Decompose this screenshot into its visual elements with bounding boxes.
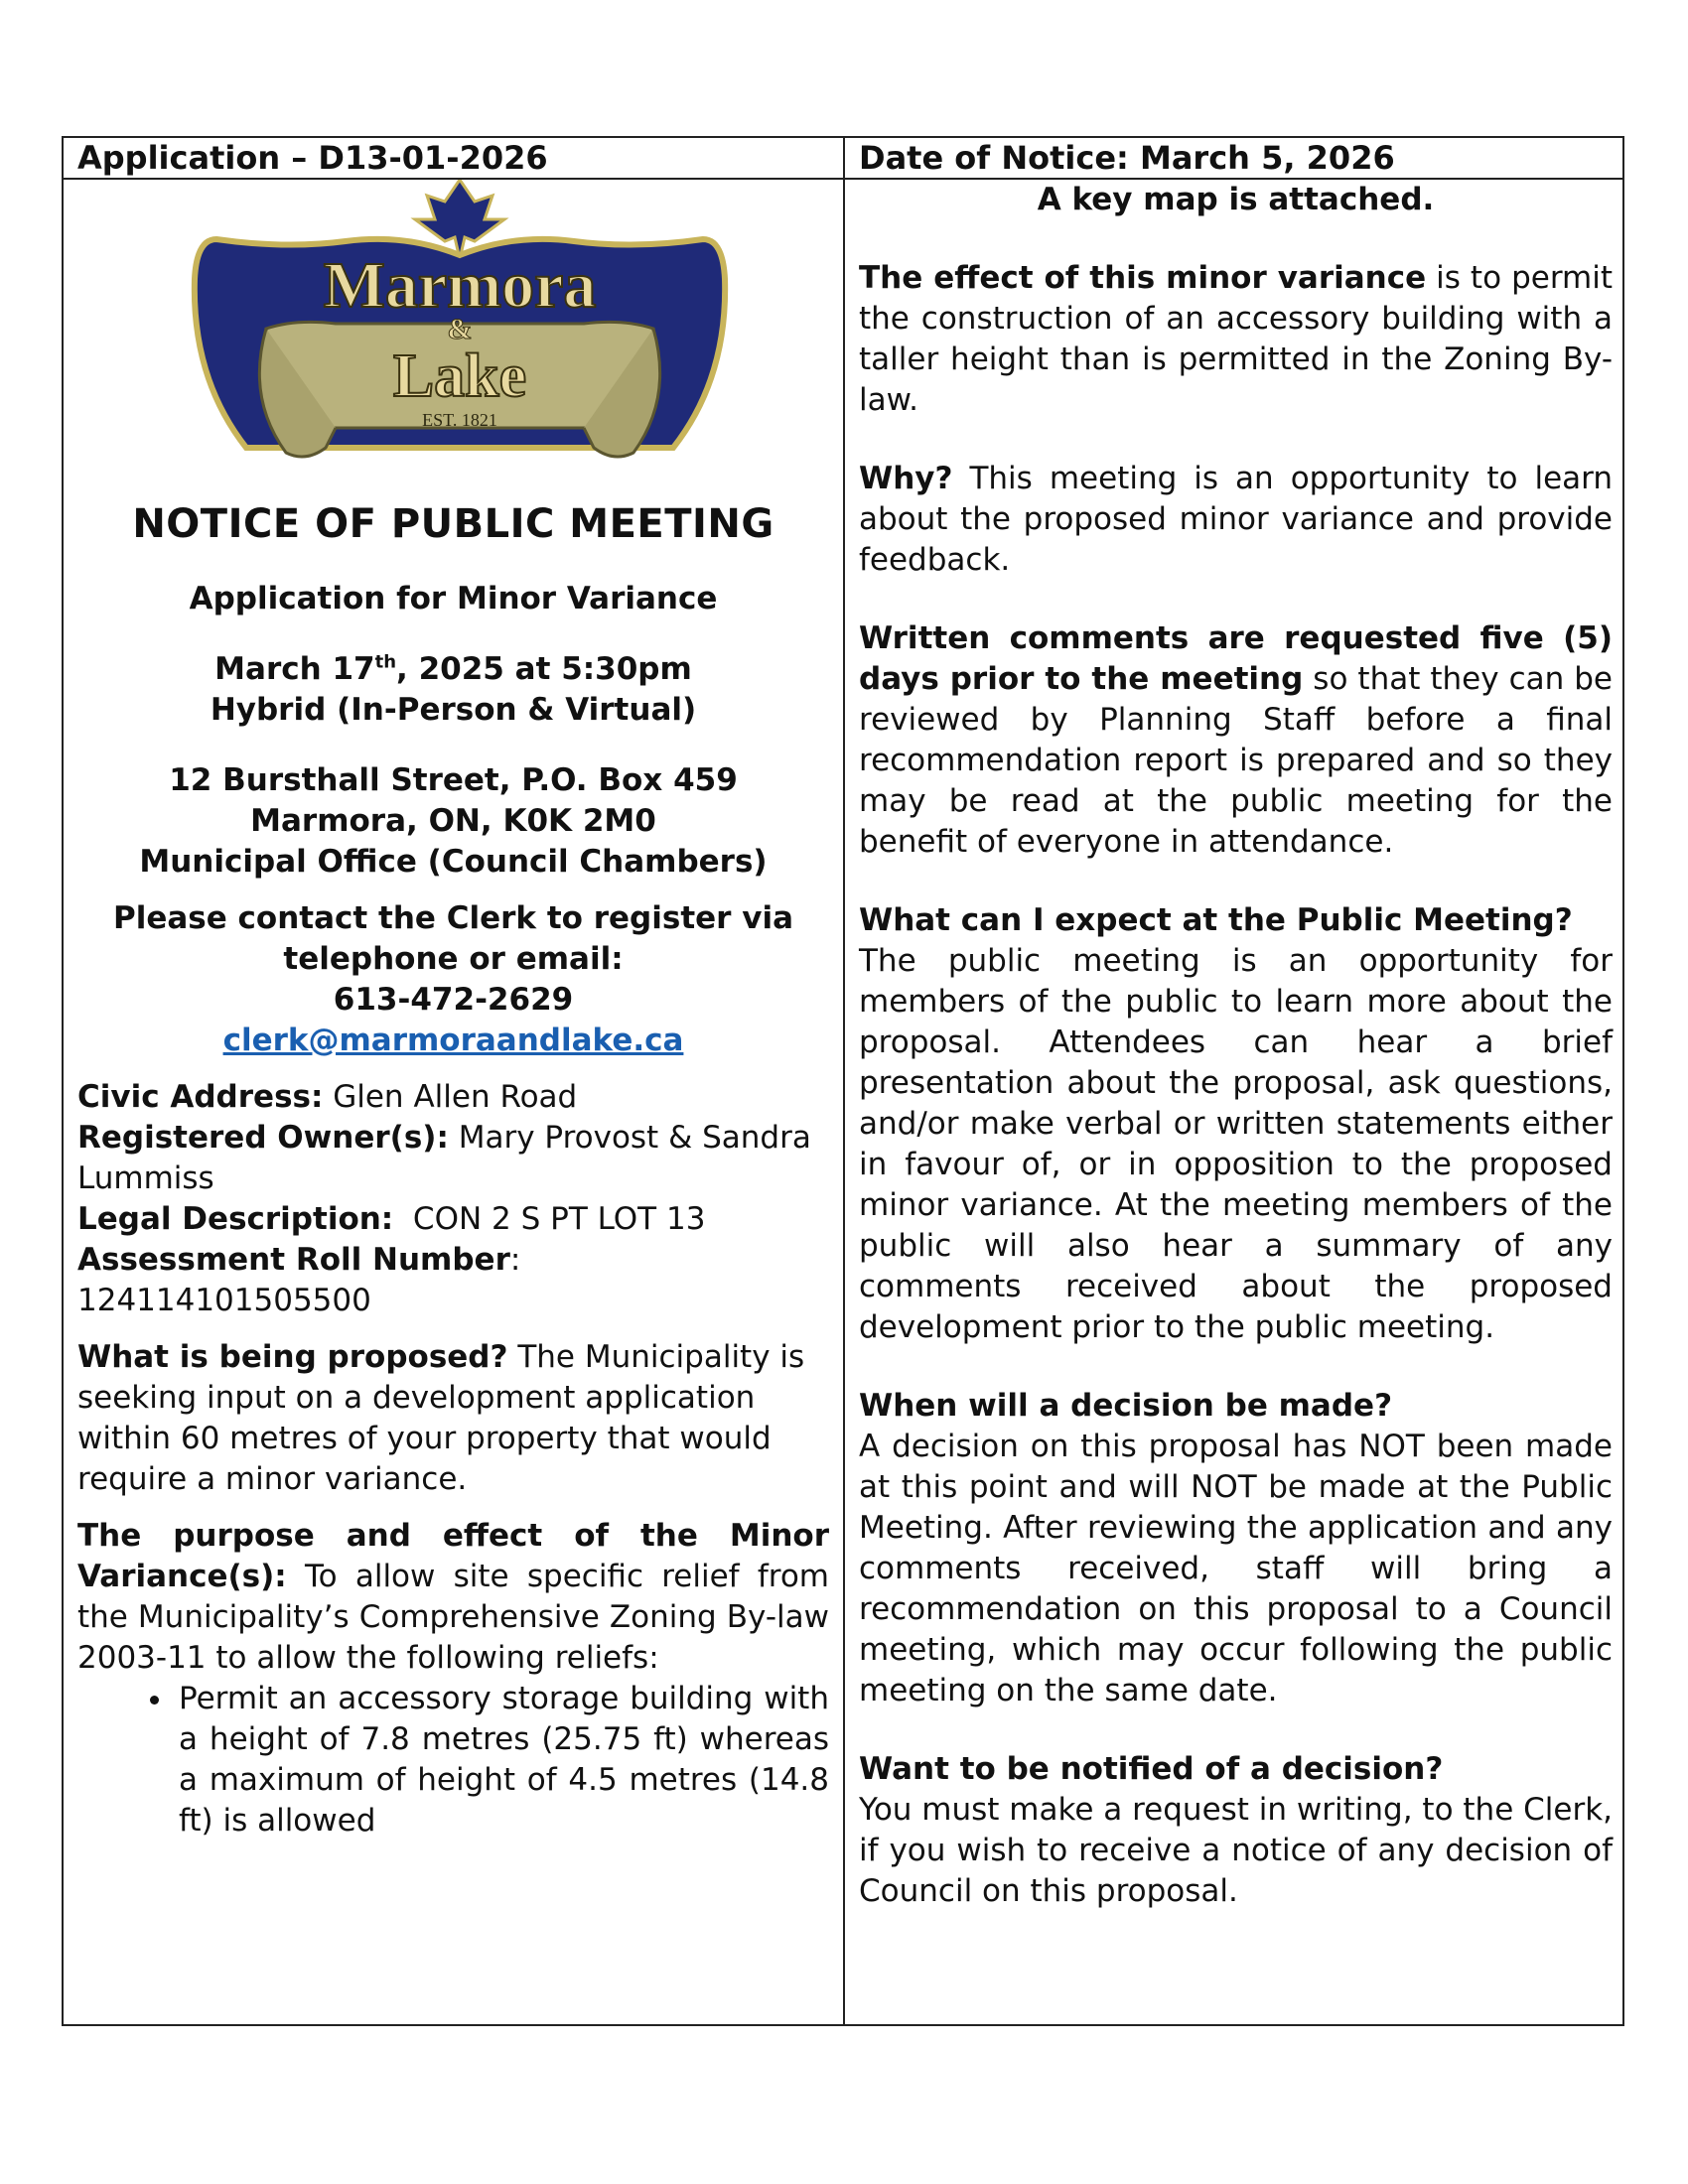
reliefs-list: [77, 1679, 829, 1842]
why-paragraph: Why? This meeting is an opportunity to learn about the proposed minor variance and provide feedback.: [859, 461, 1613, 578]
clerk-phone: 613-472-2629: [333, 982, 574, 1018]
right-column: [859, 180, 1613, 1912]
meeting-format: Hybrid (In-Person & Virtual): [210, 692, 697, 728]
page-title: NOTICE OF PUBLIC MEETING: [132, 501, 774, 547]
logo-est: EST. 1821: [422, 410, 497, 430]
address-line-3: Municipal Office (Council Chambers): [139, 844, 768, 880]
application-number: Application – D13-01-2026: [77, 139, 548, 177]
decision-paragraph: A decision on this proposal has NOT been made at this point and will NOT be made at the Public Meeting. After reviewing the application and any comments received, staff will bring a recommendation on this proposal to a Council meeting, which may occur following the public meeting on the same date.: [859, 1429, 1613, 1708]
registered-owner: Registered Owner(s): Mary Provost & Sandra Lummiss: [77, 1120, 811, 1196]
assessment-roll: Assessment Roll Number:: [77, 1242, 521, 1278]
application-type: Application for Minor Variance: [189, 581, 718, 616]
what-is-proposed: What is being proposed? The Municipality is seeking input on a development application within 60 metres of your property that would require a minor variance.: [77, 1339, 805, 1497]
logo-amp: &: [447, 313, 473, 345]
notify-paragraph: You must make a request in writing, to the Clerk, if you wish to receive a notice of any decision of Council on this proposal.: [859, 1792, 1614, 1909]
expect-paragraph: The public meeting is an opportunity for members of the public to learn more about the proposal. Attendees can hear a brief presentation about the proposal, ask questions, and/or make verbal or written statements either in favour of, or in opposition to the proposed minor variance. At the meeting members of the public will also hear a summary of any comments received about the proposed development prior to the public meeting.: [859, 943, 1613, 1345]
address-line-2: Marmora, ON, K0K 2M0: [250, 803, 656, 839]
municipal-logo: [77, 180, 829, 487]
contact-line-2: telephone or email:: [283, 941, 624, 977]
notice-frame: [62, 136, 1624, 2026]
clerk-email-link[interactable]: clerk@marmoraandlake.ca: [222, 1023, 684, 1058]
purpose-and-effect: The purpose and effect of the Minor Variance(s): To allow site specific relief from the Municipality’s Comprehensive Zoning By-law 2003-11 to allow the following reliefs:: [77, 1518, 829, 1676]
list-item: • Permit an accessory storage building with a height of 7.8 metres (25.75 ft) whereas a maximum of height of 4.5 metres (14.8 ft) is allowed: [175, 1679, 829, 1842]
decision-heading: When will a decision be made?: [859, 1388, 1393, 1424]
notify-heading: Want to be notified of a decision?: [859, 1751, 1444, 1787]
effect-paragraph: The effect of this minor variance is to permit the construction of an accessory building with a taller height than is permitted in the Zoning By-law.: [859, 260, 1613, 418]
column-divider: [843, 138, 845, 2024]
logo-line2: Lake: [392, 342, 527, 410]
address-line-1: 12 Bursthall Street, P.O. Box 459: [169, 762, 738, 798]
date-of-notice: Date of Notice: March 5, 2026: [859, 139, 1395, 177]
key-map-note: A key map is attached.: [1037, 182, 1435, 217]
logo-line1: Marmora: [323, 249, 597, 322]
meeting-date: March 17th, 2025 at 5:30pm: [214, 651, 692, 687]
contact-line-1: Please contact the Clerk to register via: [113, 900, 793, 936]
marmora-lake-crest: [177, 180, 743, 478]
legal-description: Legal Description: CON 2 S PT LOT 13: [77, 1201, 706, 1237]
expect-heading: What can I expect at the Public Meeting?: [859, 902, 1573, 938]
assessment-roll-number: 124114101505500: [77, 1283, 371, 1318]
civic-address: Civic Address: Glen Allen Road: [77, 1079, 578, 1115]
left-column: [77, 180, 829, 1842]
written-comments-paragraph: Written comments are requested five (5) days prior to the meeting so that they can be reviewed by Planning Staff before a final recommendation report is prepared and so they may be read at the public meeting for the benefit of everyone in attendance.: [859, 620, 1613, 860]
